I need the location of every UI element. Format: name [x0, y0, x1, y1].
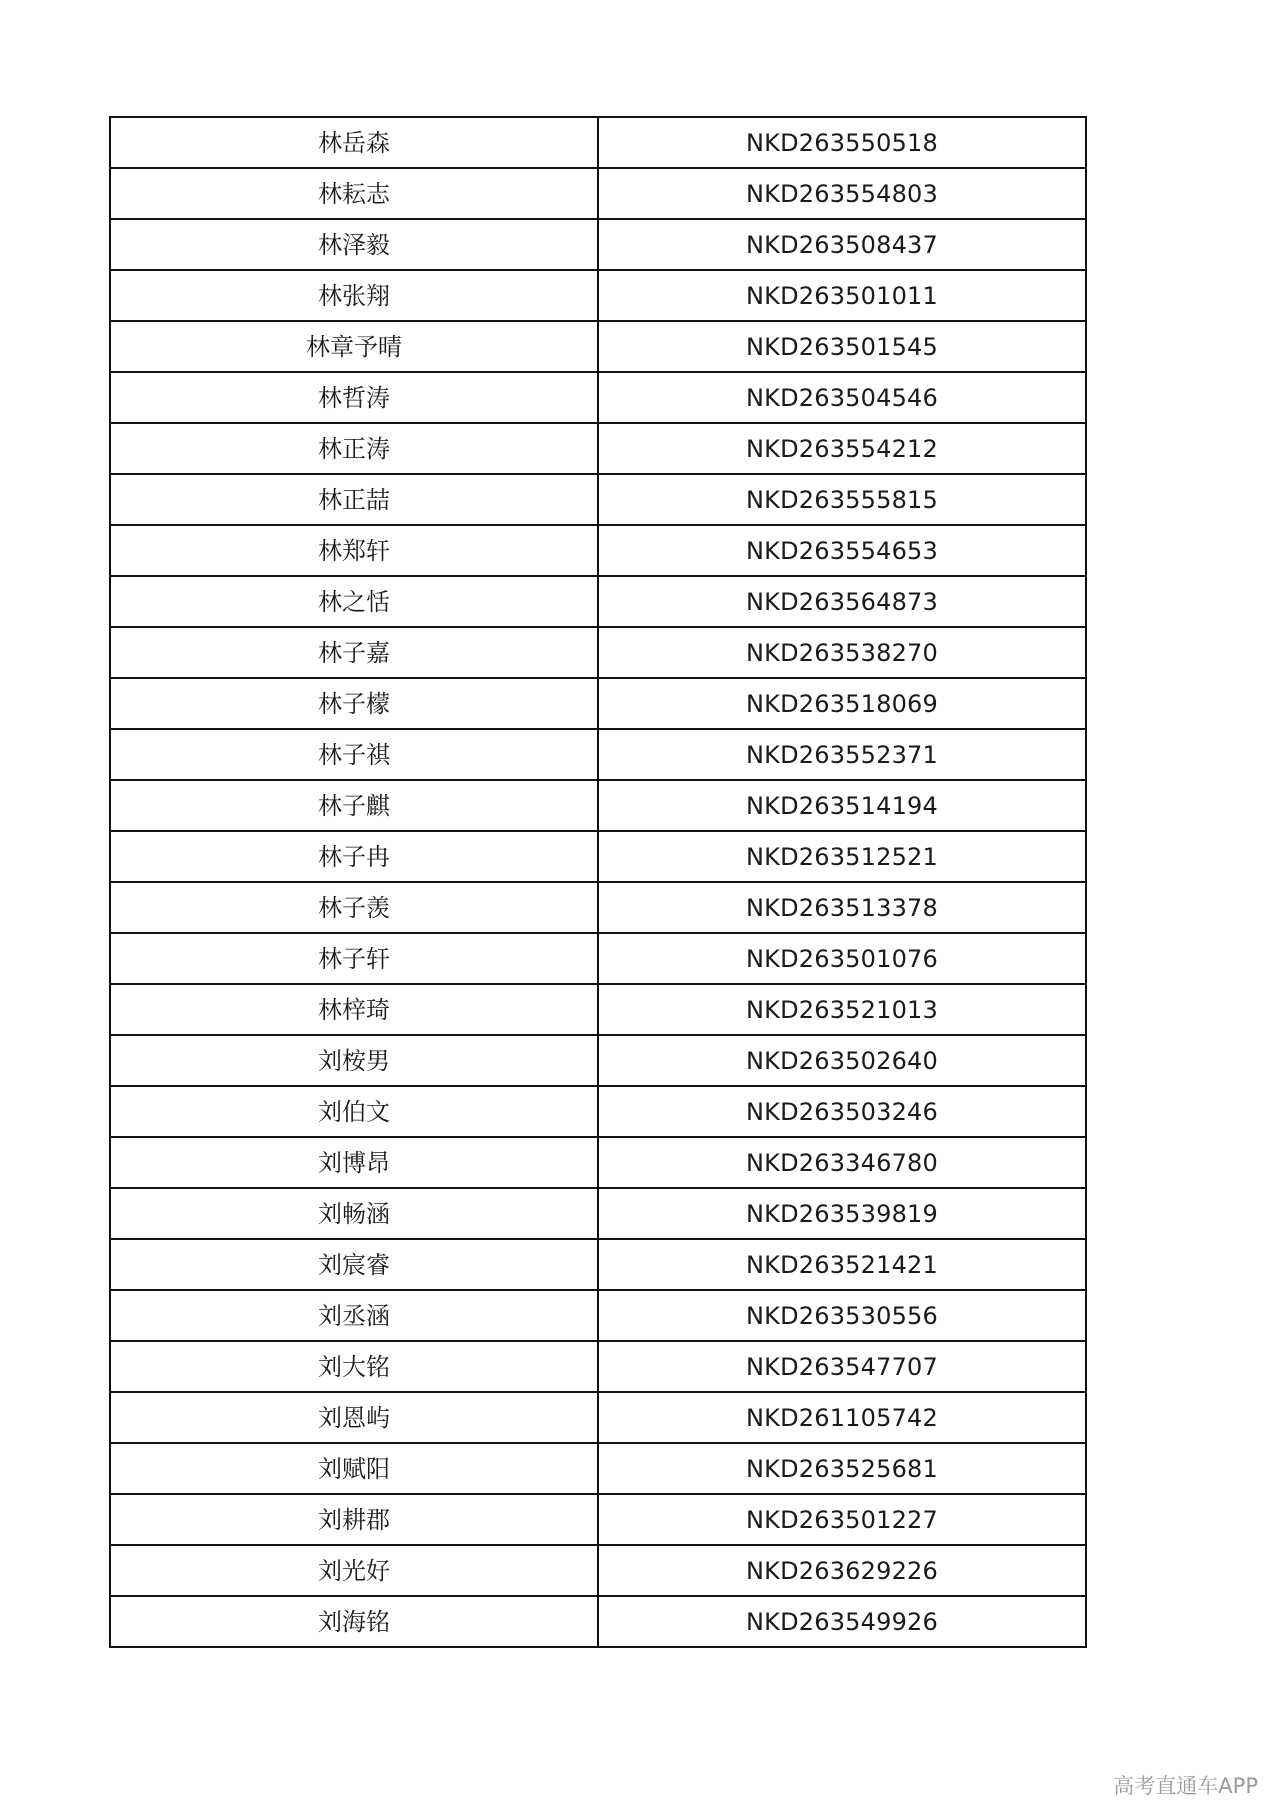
- student-id-cell: NKD263564873: [598, 576, 1086, 627]
- table-row: [110, 729, 1086, 780]
- table-row: [110, 1545, 1086, 1596]
- student-id-cell: NKD263552371: [598, 729, 1086, 780]
- student-id-cell: NKD263525681: [598, 1443, 1086, 1494]
- table-row: [110, 1443, 1086, 1494]
- table-row: [110, 1341, 1086, 1392]
- table-row: [110, 1494, 1086, 1545]
- table-row: [110, 627, 1086, 678]
- student-id-cell: NKD263629226: [598, 1545, 1086, 1596]
- student-id-cell: NKD263547707: [598, 1341, 1086, 1392]
- student-id-cell: NKD263514194: [598, 780, 1086, 831]
- student-name-cell: 林子祺: [110, 729, 598, 780]
- student-name-cell: 林子嘉: [110, 627, 598, 678]
- student-name-cell: 刘博昂: [110, 1137, 598, 1188]
- student-id-cell: NKD263502640: [598, 1035, 1086, 1086]
- student-id-cell: NKD263508437: [598, 219, 1086, 270]
- student-id-cell: NKD263501545: [598, 321, 1086, 372]
- student-id-cell: NKD263501011: [598, 270, 1086, 321]
- student-name-cell: 刘大铭: [110, 1341, 598, 1392]
- student-id-cell: NKD263539819: [598, 1188, 1086, 1239]
- table-row: [110, 168, 1086, 219]
- student-id-cell: NKD263346780: [598, 1137, 1086, 1188]
- student-name-cell: 林子羡: [110, 882, 598, 933]
- table-row: [110, 270, 1086, 321]
- table-row: [110, 933, 1086, 984]
- table-row: [110, 831, 1086, 882]
- table-row: [110, 1137, 1086, 1188]
- student-id-cell: NKD263501076: [598, 933, 1086, 984]
- student-id-cell: NKD263518069: [598, 678, 1086, 729]
- student-id-cell: NKD263530556: [598, 1290, 1086, 1341]
- table-row: [110, 117, 1086, 168]
- student-name-cell: 刘桉男: [110, 1035, 598, 1086]
- student-name-cell: 林泽毅: [110, 219, 598, 270]
- table-row: [110, 372, 1086, 423]
- student-id-cell: NKD263554653: [598, 525, 1086, 576]
- student-id-cell: NKD263549926: [598, 1596, 1086, 1647]
- student-id-cell: NKD263512521: [598, 831, 1086, 882]
- table-row: [110, 576, 1086, 627]
- student-id-cell: NKD263501227: [598, 1494, 1086, 1545]
- student-name-cell: 刘赋阳: [110, 1443, 598, 1494]
- student-name-cell: 刘伯文: [110, 1086, 598, 1137]
- watermark-text: 高考直通车APP: [1113, 1774, 1258, 1798]
- table-row: [110, 1290, 1086, 1341]
- student-id-cell: NKD261105742: [598, 1392, 1086, 1443]
- student-name-cell: 林子檬: [110, 678, 598, 729]
- table-row: [110, 1035, 1086, 1086]
- student-name-cell: 林章予晴: [110, 321, 598, 372]
- table-row: [110, 423, 1086, 474]
- student-id-cell: NKD263555815: [598, 474, 1086, 525]
- table-row: [110, 1392, 1086, 1443]
- table-row: [110, 474, 1086, 525]
- student-id-cell: NKD263554803: [598, 168, 1086, 219]
- student-name-cell: 林之恬: [110, 576, 598, 627]
- student-name-cell: 林正涛: [110, 423, 598, 474]
- student-id-cell: NKD263550518: [598, 117, 1086, 168]
- table-row: [110, 1239, 1086, 1290]
- student-id-cell: NKD263521013: [598, 984, 1086, 1035]
- student-name-cell: 林子冉: [110, 831, 598, 882]
- student-id-cell: NKD263513378: [598, 882, 1086, 933]
- student-name-cell: 林子麒: [110, 780, 598, 831]
- table-row: [110, 882, 1086, 933]
- student-name-cell: 林岳森: [110, 117, 598, 168]
- roster-table-body: [110, 117, 1086, 1647]
- student-id-cell: NKD263554212: [598, 423, 1086, 474]
- table-row: [110, 1188, 1086, 1239]
- student-name-cell: 林郑轩: [110, 525, 598, 576]
- student-id-cell: NKD263521421: [598, 1239, 1086, 1290]
- table-row: [110, 1086, 1086, 1137]
- student-name-cell: 林正喆: [110, 474, 598, 525]
- student-name-cell: 刘光好: [110, 1545, 598, 1596]
- student-name-cell: 刘宸睿: [110, 1239, 598, 1290]
- student-name-cell: 刘耕郡: [110, 1494, 598, 1545]
- student-name-cell: 刘丞涵: [110, 1290, 598, 1341]
- student-id-cell: NKD263538270: [598, 627, 1086, 678]
- table-row: [110, 678, 1086, 729]
- table-row: [110, 219, 1086, 270]
- table-row: [110, 1596, 1086, 1647]
- table-row: [110, 780, 1086, 831]
- table-row: [110, 321, 1086, 372]
- student-name-cell: 林梓琦: [110, 984, 598, 1035]
- student-id-cell: NKD263504546: [598, 372, 1086, 423]
- student-name-cell: 刘畅涵: [110, 1188, 598, 1239]
- student-name-cell: 林哲涛: [110, 372, 598, 423]
- student-name-cell: 林张翔: [110, 270, 598, 321]
- roster-table: [109, 116, 1087, 1648]
- student-id-cell: NKD263503246: [598, 1086, 1086, 1137]
- table-row: [110, 525, 1086, 576]
- student-name-cell: 林耘志: [110, 168, 598, 219]
- student-name-cell: 刘海铭: [110, 1596, 598, 1647]
- table-row: [110, 984, 1086, 1035]
- student-name-cell: 林子轩: [110, 933, 598, 984]
- student-name-cell: 刘恩屿: [110, 1392, 598, 1443]
